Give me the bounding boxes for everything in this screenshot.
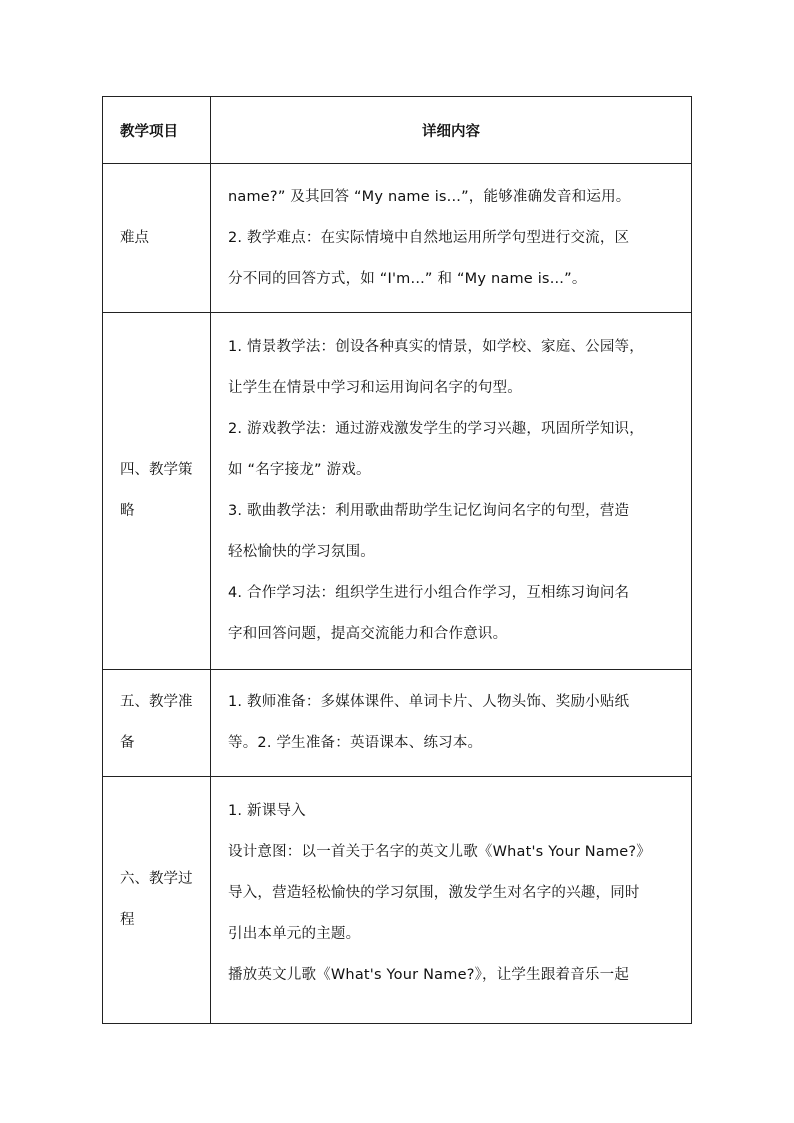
row-content (211, 313, 692, 670)
lesson-plan-table (102, 96, 692, 1024)
content-line: 3. 歌曲教学法：利用歌曲帮助学生记忆询问名字的句型，营造 (228, 503, 630, 519)
row-label (103, 777, 211, 1024)
table-row (103, 777, 692, 1024)
content-line: 让学生在情景中学习和运用询问名字的句型。 (228, 380, 522, 396)
row-content (211, 670, 692, 777)
row-label-line: 略 (120, 503, 135, 519)
row-label-line: 四、教学策 (120, 462, 193, 478)
table-row (103, 164, 692, 313)
content-line: 2. 教学难点：在实际情境中自然地运用所学句型进行交流，区 (228, 229, 630, 246)
row-label-line: 程 (120, 912, 135, 928)
row-label (103, 670, 211, 777)
content-line: 2. 游戏教学法：通过游戏激发学生的学习兴趣，巩固所学知识， (228, 421, 644, 437)
content-line: 等。2. 学生准备：英语课本、练习本。 (228, 735, 483, 751)
content-line: 引出本单元的主题。 (228, 926, 361, 942)
content-line: 字和回答问题，提高交流能力和合作意识。 (228, 626, 508, 642)
content-line: 1. 新课导入 (228, 803, 306, 819)
content-line: 1. 情景教学法：创设各种真实的情景，如学校、家庭、公园等， (228, 339, 644, 355)
row-label (103, 313, 211, 670)
content-line: 导入，营造轻松愉快的学习氛围，激发学生对名字的兴趣，同时 (228, 885, 640, 901)
header-detail-column: 详细内容 (211, 97, 692, 164)
header-item-column: 教学项目 (103, 97, 211, 164)
content-line: 分不同的回答方式，如 “I'm...” 和 “My name is...”。 (228, 270, 587, 287)
row-content (211, 777, 692, 1024)
row-label-line: 难点 (120, 229, 149, 246)
content-line: 1. 教师准备：多媒体课件、单词卡片、人物头饰、奖励小贴纸 (228, 694, 630, 710)
row-label (103, 164, 211, 313)
row-label-line: 六、教学过 (120, 871, 193, 887)
content-line: 如 “名字接龙” 游戏。 (228, 462, 371, 478)
table-header-row (103, 97, 692, 164)
content-line: 播放英文儿歌《What's Your Name?》，让学生跟着音乐一起 (228, 967, 630, 983)
row-content (211, 164, 692, 313)
row-label-line: 五、教学准 (120, 694, 193, 710)
content-line: 设计意图：以一首关于名字的英文儿歌《What's Your Name?》 (228, 844, 651, 860)
content-line: name?” 及其回答 “My name is...”，能够准确发音和运用。 (228, 188, 631, 205)
table-row (103, 313, 692, 670)
table-row (103, 670, 692, 777)
content-line: 4. 合作学习法：组织学生进行小组合作学习，互相练习询问名 (228, 585, 630, 601)
content-line: 轻松愉快的学习氛围。 (228, 544, 375, 560)
row-label-line: 备 (120, 735, 135, 751)
